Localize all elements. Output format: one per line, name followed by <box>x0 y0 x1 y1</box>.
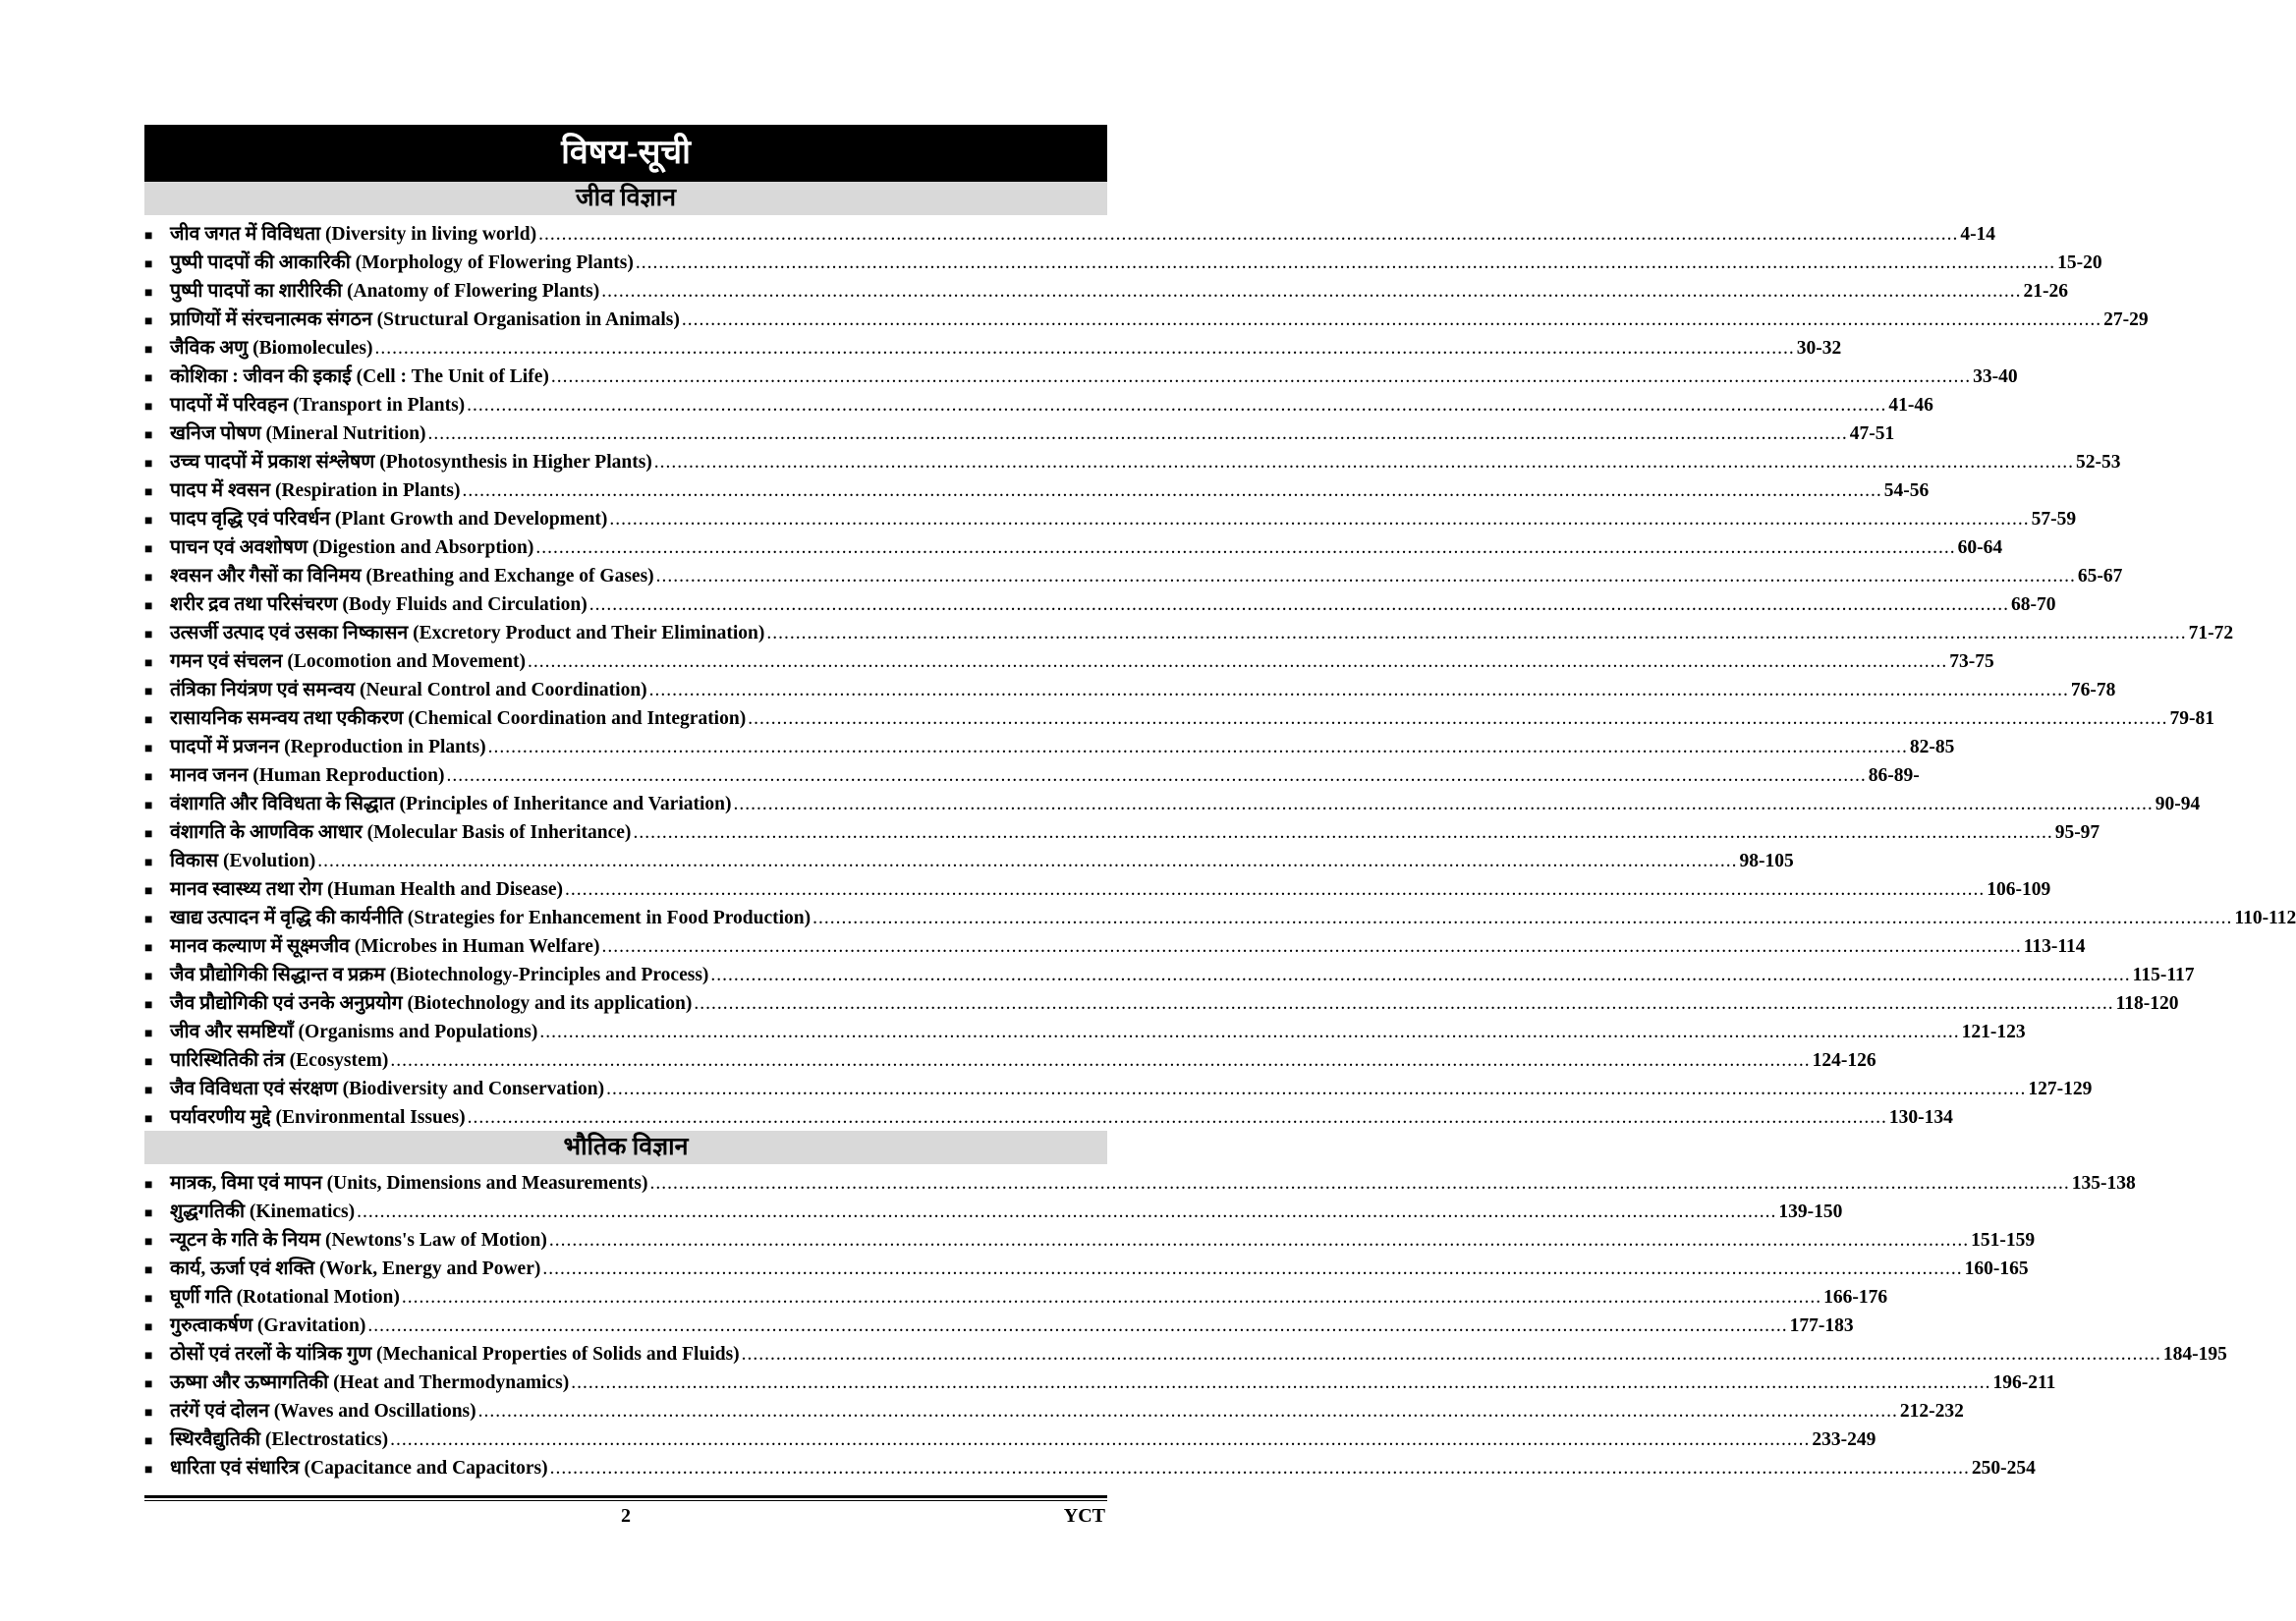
dot-leader <box>550 1458 1970 1480</box>
square-bullet-icon: ■ <box>144 1292 153 1307</box>
toc-entry-pages: 60-64 <box>1957 537 2003 558</box>
toc-entry <box>144 931 2086 960</box>
square-bullet-icon: ■ <box>144 542 153 557</box>
square-bullet-icon: ■ <box>144 913 153 927</box>
toc-entry-pages: 15-20 <box>2057 252 2102 273</box>
square-bullet-icon: ■ <box>144 1320 153 1335</box>
square-bullet-icon: ■ <box>144 742 153 756</box>
toc-entry-title: पादपों में प्रजनन (Reproduction in Plants) <box>170 737 486 757</box>
toc-entry <box>144 675 2116 703</box>
dot-leader <box>742 1344 2161 1366</box>
dot-leader <box>549 1230 1969 1252</box>
toc-entry-title: धारिता एवं संधारित्र (Capacitance and Capacitors) <box>170 1458 548 1479</box>
toc-entry-title: मात्रक, विमा एवं मापन (Units, Dimensions and Measurements) <box>170 1173 648 1194</box>
dot-leader <box>357 1202 1776 1223</box>
section-heading-biology: जीव विज्ञान <box>144 182 1107 215</box>
toc-list-biology <box>144 219 2296 1131</box>
square-bullet-icon: ■ <box>144 1349 153 1364</box>
dot-leader <box>446 765 1866 787</box>
toc-entry-pages: 139-150 <box>1778 1202 1843 1222</box>
dot-leader <box>374 338 1794 360</box>
square-bullet-icon: ■ <box>144 257 153 272</box>
square-bullet-icon: ■ <box>144 1263 153 1278</box>
toc-entry <box>144 874 2051 903</box>
dot-leader <box>571 1372 1990 1394</box>
toc-entry <box>144 1197 1843 1225</box>
toc-entry-title: वंशागति के आणविक आधार (Molecular Basis of Inheritance) <box>170 822 632 843</box>
toc-entry-title: खाद्य उत्पादन में वृद्धि की कार्यनीति (Strategies for Enhancement in Food Production) <box>170 908 812 928</box>
dot-leader <box>535 537 1955 559</box>
toc-entry-title: ऊष्मा और ऊष्मागतिकी (Heat and Thermodynamics) <box>170 1372 570 1393</box>
toc-entry <box>144 1045 1876 1074</box>
dot-leader <box>734 794 2154 815</box>
toc-entry <box>144 1368 2056 1396</box>
dot-leader <box>542 1258 1962 1280</box>
toc-entry-pages: 71-72 <box>2188 623 2234 643</box>
toc-entry-pages: 41-46 <box>1888 395 1933 416</box>
section-heading-physics: भौतिक विज्ञान <box>144 1131 1107 1164</box>
toc-list-physics <box>144 1168 2227 1481</box>
toc-entry-title: तरंगें एवं दोलन (Waves and Oscillations) <box>170 1401 476 1422</box>
dot-leader <box>766 623 2186 644</box>
toc-entry-pages: 233-249 <box>1812 1429 1876 1450</box>
toc-entry-title: जैव प्रौद्योगिकी सिद्धान्त व प्रक्रम (Biotechnology-Principles and Process) <box>170 965 709 985</box>
toc-entry-title: गमन एवं संचलन (Locomotion and Movement) <box>170 651 526 672</box>
dot-leader <box>428 423 1848 445</box>
toc-entry-pages: 76-78 <box>2070 680 2116 700</box>
toc-entry <box>144 760 1920 789</box>
toc-entry-pages: 118-120 <box>2115 993 2179 1014</box>
toc-entry <box>144 475 1930 504</box>
toc-entry-title: रासायनिक समन्वय तथा एकीकरण (Chemical Coordination and Integration) <box>170 708 747 729</box>
square-bullet-icon: ■ <box>144 1055 153 1070</box>
dot-leader <box>682 309 2101 331</box>
toc-entry <box>144 390 1933 419</box>
toc-entry <box>144 703 2214 732</box>
toc-entry <box>144 589 2056 618</box>
toc-entry-title: श्वसन और गैसों का विनिमय (Breathing and Exchange of Gases) <box>170 566 654 587</box>
square-bullet-icon: ■ <box>144 343 153 358</box>
square-bullet-icon: ■ <box>144 827 153 842</box>
toc-entry-pages: 115-117 <box>2132 965 2195 985</box>
toc-entry-title: पारिस्थितिकी तंत्र (Ecosystem) <box>170 1050 389 1071</box>
dot-leader <box>528 651 1947 673</box>
toc-entry-pages: 160-165 <box>1964 1258 2029 1279</box>
toc-entry <box>144 447 2121 475</box>
footer-rule-thin <box>144 1500 1107 1501</box>
toc-entry-title: पुष्पी पादपों की आकारिकी (Morphology of Flowering Plants) <box>170 252 634 273</box>
toc-entry <box>144 646 1994 675</box>
dot-leader <box>488 737 1908 758</box>
toc-entry-title: कोशिका : जीवन की इकाई (Cell : The Unit of Life) <box>170 366 549 387</box>
toc-entry-pages: 177-183 <box>1789 1315 1854 1336</box>
square-bullet-icon: ■ <box>144 970 153 984</box>
square-bullet-icon: ■ <box>144 371 153 386</box>
square-bullet-icon: ■ <box>144 685 153 699</box>
square-bullet-icon: ■ <box>144 998 153 1013</box>
toc-entry-pages: 110-112 <box>2234 908 2296 928</box>
toc-entry <box>144 988 2179 1017</box>
toc-entry <box>144 1396 1964 1425</box>
dot-leader <box>606 1079 2026 1100</box>
dot-leader <box>694 993 2113 1015</box>
toc-entry-pages: 184-195 <box>2162 1344 2227 1365</box>
square-bullet-icon: ■ <box>144 1178 153 1193</box>
toc-page <box>144 125 2296 1481</box>
toc-entry-pages: 135-138 <box>2071 1173 2136 1194</box>
dot-leader <box>538 224 1958 246</box>
toc-entry-pages: 54-56 <box>1883 480 1930 501</box>
toc-entry <box>144 1102 1953 1131</box>
toc-entry-title: पर्यावरणीय मुद्दे (Environmental Issues) <box>170 1107 466 1128</box>
toc-entry <box>144 1425 1876 1453</box>
toc-entry-title: मानव जनन (Human Reproduction) <box>170 765 445 786</box>
dot-leader <box>402 1287 1821 1309</box>
toc-entry-pages: 79-81 <box>2169 708 2214 729</box>
dot-leader <box>551 366 1971 388</box>
toc-entry-pages: 86-89- <box>1868 765 1920 786</box>
square-bullet-icon: ■ <box>144 428 153 443</box>
dot-leader <box>748 708 2167 730</box>
square-bullet-icon: ■ <box>144 628 153 643</box>
toc-entry-title: उच्च पादपों में प्रकाश संश्लेषण (Photosynthesis in Higher Plants) <box>170 452 652 473</box>
square-bullet-icon: ■ <box>144 713 153 728</box>
toc-entry-pages: 4-14 <box>1960 224 1996 245</box>
square-bullet-icon: ■ <box>144 485 153 500</box>
toc-entry-pages: 82-85 <box>1909 737 1955 757</box>
dot-leader <box>656 566 2076 587</box>
square-bullet-icon: ■ <box>144 314 153 329</box>
toc-entry <box>144 1225 2036 1254</box>
square-bullet-icon: ■ <box>144 856 153 870</box>
toc-entry-pages: 47-51 <box>1849 423 1895 444</box>
toc-entry <box>144 276 2069 305</box>
toc-entry-pages: 90-94 <box>2155 794 2201 814</box>
dot-leader <box>539 1022 1959 1043</box>
toc-entry-pages: 124-126 <box>1812 1050 1876 1071</box>
dot-leader <box>601 936 2021 958</box>
toc-entry-title: पादप वृद्धि एवं परिवर्धन (Plant Growth and Development) <box>170 509 608 530</box>
toc-entry <box>144 618 2234 646</box>
toc-entry-title: खनिज पोषण (Mineral Nutrition) <box>170 423 426 444</box>
square-bullet-icon: ■ <box>144 571 153 586</box>
dot-leader <box>478 1401 1898 1423</box>
toc-entry-title: घूर्णी गति (Rotational Motion) <box>170 1287 400 1308</box>
toc-entry-title: शरीर द्रव तथा परिसंचरण (Body Fluids and Circulation) <box>170 594 588 615</box>
square-bullet-icon: ■ <box>144 656 153 671</box>
toc-entry-pages: 127-129 <box>2028 1079 2093 1099</box>
toc-entry-title: पाचन एवं अवशोषण (Digestion and Absorption) <box>170 537 534 558</box>
toc-entry-title: जैव प्रौद्योगिकी एवं उनके अनुप्रयोग (Biotechnology and its application) <box>170 993 693 1014</box>
toc-entry-title: पुष्पी पादपों का शारीरिकी (Anatomy of Flowering Plants) <box>170 281 600 302</box>
dot-leader <box>367 1315 1787 1337</box>
toc-entry <box>144 1168 2136 1197</box>
square-bullet-icon: ■ <box>144 941 153 956</box>
toc-entry-pages: 33-40 <box>1973 366 2018 387</box>
toc-entry <box>144 903 2296 931</box>
square-bullet-icon: ■ <box>144 1377 153 1392</box>
toc-entry-pages: 52-53 <box>2076 452 2121 473</box>
toc-entry <box>144 1453 2036 1481</box>
dot-leader <box>390 1050 1810 1072</box>
toc-entry <box>144 732 1955 760</box>
dot-leader <box>636 252 2055 274</box>
dot-leader <box>589 594 2009 616</box>
toc-entry <box>144 1282 1888 1311</box>
toc-entry-pages: 21-26 <box>2023 281 2069 302</box>
dot-leader <box>390 1429 1810 1451</box>
square-bullet-icon: ■ <box>144 1027 153 1041</box>
square-bullet-icon: ■ <box>144 884 153 899</box>
toc-entry-pages: 57-59 <box>2031 509 2077 530</box>
dot-leader <box>649 1173 2069 1195</box>
toc-entry <box>144 1254 2029 1282</box>
square-bullet-icon: ■ <box>144 1112 153 1127</box>
toc-entry <box>144 960 2195 988</box>
toc-entry <box>144 561 2123 589</box>
toc-entry <box>144 219 1996 248</box>
dot-leader <box>654 452 2074 474</box>
toc-entry <box>144 789 2201 817</box>
brand-label: YCT <box>1063 1505 1105 1527</box>
dot-leader <box>601 281 2021 303</box>
toc-entry-title: न्यूटन के गति के नियम (Newtons's Law of Motion) <box>170 1230 547 1251</box>
square-bullet-icon: ■ <box>144 229 153 244</box>
toc-entry-pages: 27-29 <box>2103 309 2149 330</box>
page-title: विषय-सूची <box>144 125 1107 182</box>
square-bullet-icon: ■ <box>144 286 153 301</box>
toc-entry-pages: 196-211 <box>1992 1372 2056 1393</box>
dot-leader <box>633 822 2052 844</box>
square-bullet-icon: ■ <box>144 1406 153 1421</box>
square-bullet-icon: ■ <box>144 514 153 529</box>
toc-entry <box>144 1311 1854 1339</box>
toc-entry <box>144 1339 2227 1368</box>
page-number: 2 <box>621 1505 631 1527</box>
square-bullet-icon: ■ <box>144 799 153 813</box>
toc-entry-title: मानव कल्याण में सूक्ष्मजीव (Microbes in Human Welfare) <box>170 936 600 957</box>
toc-entry-title: पादपों में परिवहन (Transport in Plants) <box>170 395 466 416</box>
toc-entry <box>144 532 2003 561</box>
toc-entry-title: पादप में श्वसन (Respiration in Plants) <box>170 480 461 501</box>
toc-entry-pages: 130-134 <box>1888 1107 1953 1128</box>
toc-entry <box>144 1017 2026 1045</box>
toc-entry <box>144 333 1842 362</box>
toc-entry-title: जीव जगत में विविधता (Diversity in living world) <box>170 224 537 245</box>
toc-entry-pages: 106-109 <box>1987 879 2051 900</box>
toc-entry <box>144 248 2102 276</box>
square-bullet-icon: ■ <box>144 599 153 614</box>
toc-entry-pages: 212-232 <box>1899 1401 1964 1422</box>
toc-entry-pages: 250-254 <box>1971 1458 2036 1479</box>
toc-entry-title: कार्य, ऊर्जा एवं शक्ति (Work, Energy and Power) <box>170 1258 541 1279</box>
toc-entry-title: जीव और समष्टियाँ (Organisms and Populations) <box>170 1022 538 1042</box>
toc-entry-title: वंशागति और विविधता के सिद्धात (Principles of Inheritance and Variation) <box>170 794 732 814</box>
square-bullet-icon: ■ <box>144 1084 153 1098</box>
toc-entry-title: विकास (Evolution) <box>170 851 316 871</box>
toc-entry <box>144 1074 2093 1102</box>
toc-entry <box>144 305 2149 333</box>
square-bullet-icon: ■ <box>144 457 153 472</box>
toc-entry-pages: 121-123 <box>1961 1022 2026 1042</box>
toc-entry-pages: 95-97 <box>2054 822 2100 843</box>
toc-entry-title: मानव स्वास्थ्य तथा रोग (Human Health and Disease) <box>170 879 563 900</box>
toc-entry-title: स्थिरवैद्युतिकी (Electrostatics) <box>170 1429 389 1450</box>
dot-leader <box>468 1107 1887 1129</box>
toc-entry-pages: 113-114 <box>2023 936 2086 957</box>
toc-entry-pages: 65-67 <box>2077 566 2123 587</box>
toc-entry <box>144 362 2018 390</box>
toc-entry-title: तंत्रिका नियंत्रण एवं समन्वय (Neural Control and Coordination) <box>170 680 647 700</box>
dot-leader <box>462 480 1881 502</box>
square-bullet-icon: ■ <box>144 1463 153 1478</box>
dot-leader <box>812 908 2232 929</box>
toc-entry <box>144 846 1794 874</box>
dot-leader <box>565 879 1985 901</box>
toc-entry-pages: 68-70 <box>2010 594 2056 615</box>
dot-leader <box>609 509 2029 531</box>
toc-entry-pages: 73-75 <box>1949 651 1994 672</box>
toc-entry <box>144 817 2100 846</box>
toc-entry-title: प्राणियों में संरचनात्मक संगठन (Structural Organisation in Animals) <box>170 309 680 330</box>
toc-entry-title: गुरुत्वाकर्षण (Gravitation) <box>170 1315 366 1336</box>
square-bullet-icon: ■ <box>144 1206 153 1221</box>
toc-entry-pages: 166-176 <box>1823 1287 1888 1308</box>
dot-leader <box>649 680 2069 701</box>
square-bullet-icon: ■ <box>144 770 153 785</box>
footer-rule <box>144 1495 1107 1498</box>
square-bullet-icon: ■ <box>144 1235 153 1250</box>
toc-entry-title: शुद्धगतिकी (Kinematics) <box>170 1202 356 1222</box>
toc-entry <box>144 419 1895 447</box>
dot-leader <box>467 395 1886 417</box>
square-bullet-icon: ■ <box>144 400 153 415</box>
toc-entry-title: जैव विविधता एवं संरक्षण (Biodiversity and Conservation) <box>170 1079 605 1099</box>
toc-entry <box>144 504 2077 532</box>
toc-entry-title: जैविक अणु (Biomolecules) <box>170 338 373 359</box>
toc-entry-title: उत्सर्जी उत्पाद एवं उसका निष्कासन (Excretory Product and Their Elimination) <box>170 623 765 643</box>
square-bullet-icon: ■ <box>144 1434 153 1449</box>
toc-entry-pages: 30-32 <box>1796 338 1842 359</box>
dot-leader <box>710 965 2130 986</box>
toc-entry-title: ठोसों एवं तरलों के यांत्रिक गुण (Mechanical Properties of Solids and Fluids) <box>170 1344 740 1365</box>
toc-entry-pages: 98-105 <box>1739 851 1794 871</box>
toc-entry-pages: 151-159 <box>1971 1230 2036 1251</box>
page-footer <box>144 1505 1107 1535</box>
dot-leader <box>317 851 1737 872</box>
